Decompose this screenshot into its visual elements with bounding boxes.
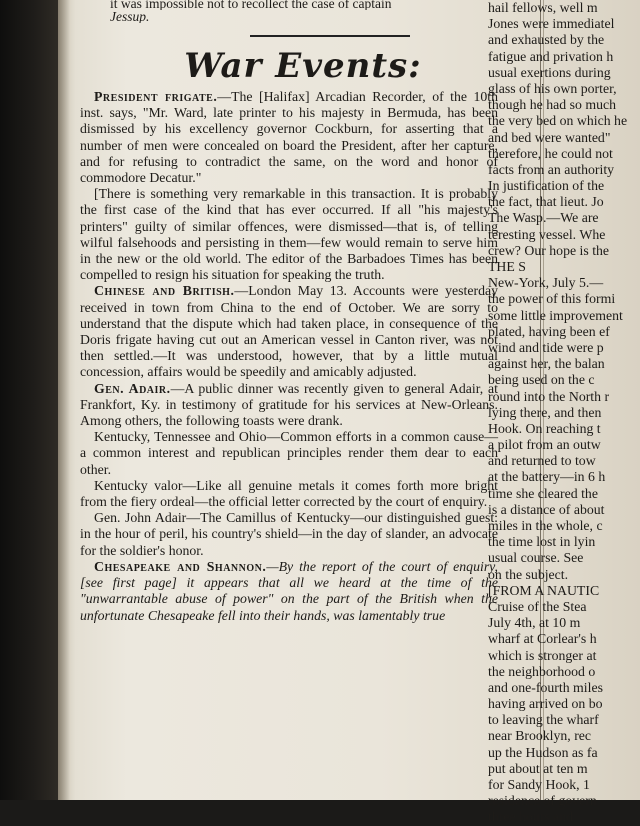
paragraph-text: —London May 13. Accounts were yesterday received in town from China to the end of October. We are sorry to understand that the dispute which had taken place, in consequence of the Doris frigate having cut out an American vessel in Canton river, was not then settled.—It was understood, however, that by a little mutual concession, affairs would be speedily and amicably adjusted. (80, 283, 498, 380)
paragraph-chesapeake-shannon (80, 559, 498, 624)
adjacent-column-line: Jones were immediatel (488, 16, 615, 32)
paragraph-lead: Gen. Adair. (94, 380, 171, 396)
adjacent-column-line: and returned to tow (488, 453, 596, 469)
adjacent-column-line: wind and tide were p (488, 339, 604, 355)
toast-kentucky-tennessee-ohio (80, 429, 498, 478)
adjacent-column-line: for Sandy Hook, 1 (488, 777, 590, 792)
adjacent-column-line: some little improvement (488, 307, 623, 323)
adjacent-column-line: and bed were wanted" (488, 129, 611, 145)
adjacent-column-line: time she cleared the (488, 485, 598, 501)
adjacent-column-line: lying there, and then (488, 404, 602, 420)
adjacent-column-line: the neighborhood o (488, 663, 596, 679)
adjacent-column-line: the time lost in lyin (488, 534, 596, 550)
adjacent-column-line: though he had so much (488, 97, 616, 113)
tail-line-2: Jessup. (110, 10, 150, 23)
paragraph-chinese-british (80, 283, 498, 380)
adjacent-column-line: fatigue and privation h (488, 48, 614, 64)
binding-shadow (0, 0, 58, 800)
adjacent-column-line: therefore, he could not (488, 145, 613, 161)
adjacent-column-line: and one-fourth miles (488, 679, 603, 695)
adjacent-column-line: up the Hudson as fa (488, 744, 598, 760)
adjacent-column-line: July 4th, at 10 m (488, 615, 581, 631)
article-body (80, 89, 498, 624)
adjacent-column-line: having arrived on bo (488, 696, 603, 712)
adjacent-column-line: THE S (488, 259, 526, 274)
paragraph-lead: President frigate. (94, 89, 218, 104)
toast-kentucky-valor (80, 478, 498, 510)
paragraph-text: Kentucky, Tennessee and Ohio—Common efforts in a common cause—a common interest and republican principles render them dear to each other. (80, 429, 498, 477)
paragraph-text: Gen. John Adair—The Camillus of Kentucky—our distinguished guest: in the hour of peril, his country's shield—in the day of slander, an advocate for the soldier's honor. (80, 510, 498, 558)
page-fold-shadow (58, 0, 70, 800)
section-heading: War Events: (184, 46, 422, 86)
newspaper-page (58, 0, 640, 825)
paragraph-president-frigate (80, 89, 498, 186)
adjacent-column-line: The Wasp.—We are (488, 210, 599, 226)
adjacent-column-line: New-York, July 5.— (488, 275, 604, 291)
adjacent-column-line: crew? Our hope is the (488, 242, 610, 258)
previous-article-tail (80, 0, 498, 21)
adjacent-column-line: plated, having been ef (488, 323, 610, 339)
adjacent-column-line: against her, the balan (488, 356, 605, 372)
adjacent-column-line: the power of this formi (488, 291, 616, 307)
main-column (80, 0, 498, 624)
adjacent-column-line: which is stronger at (488, 647, 597, 663)
paragraph-text: —The [Halifax] Arcadian Recorder, of the 10th inst. says, "Mr. Ward, late printer to his majesty in Bermuda, has been dismissed by his excellency governor Cockburn, for asserting that a number of men were concealed on board the President, after her capture, and for refusing to contradict the same, on the word and honor of commodore Decatur." (80, 89, 498, 186)
adjacent-column-line: teresting vessel. Whe (488, 226, 606, 242)
adjacent-column-line: the fact, that lieut. Jo (488, 194, 604, 210)
adjacent-column-line: is a distance of about (488, 501, 605, 517)
adjacent-column-line: [FROM A NAUTIC (488, 582, 600, 598)
adjacent-column-line: being used on the c (488, 372, 595, 388)
adjacent-column-line: the very bed on which he (488, 113, 628, 129)
adjacent-column-line: round into the North r (488, 388, 610, 404)
tail-line-1: it was impossible not to recollect the case of captain (110, 0, 392, 10)
adjacent-column-line: near Brooklyn, rec (488, 728, 592, 744)
section-rule (250, 35, 410, 37)
adjacent-column-line: usual course. See (488, 550, 584, 566)
adjacent-column-line: facts from an authority (488, 161, 615, 177)
adjacent-column-line: In justification of the (488, 178, 605, 194)
adjacent-column-line: a pilot from an outw (488, 437, 601, 453)
adjacent-column-line: Cruise of the Stea (488, 598, 587, 614)
adjacent-column-line: put about at ten m (488, 760, 588, 776)
adjacent-column-line: residence of govern (488, 793, 597, 809)
adjacent-column-line: glass of his own porter, (488, 80, 617, 96)
paragraph-gen-adair (80, 381, 498, 430)
adjacent-column-line: and exhausted by the (488, 32, 605, 48)
adjacent-column-line: hail fellows, well m (488, 0, 598, 15)
paragraph-text: Kentucky valor—Like all genuine metals it comes forth more bright from the fiery ordeal—the official letter corrected by the court of enquiry. (80, 477, 498, 510)
adjacent-column-line: miles in the whole, c (488, 518, 603, 533)
toast-gen-john-adair (80, 510, 498, 559)
paragraph-lead: Chinese and British. (94, 283, 235, 299)
paragraph-lead: Chesapeake and Shannon. (94, 558, 267, 574)
adjacent-column-line: on the subject. (488, 566, 569, 582)
adjacent-column-line: three hours and (488, 809, 574, 825)
adjacent-column-line: at the battery—in 6 h (488, 469, 606, 485)
adjacent-column (488, 0, 640, 826)
paragraph-text: [There is something very remarkable in this transaction. It is probably the first case of the kind that has ever occurred. If all "his majesty's printers" guilty of similar offences, were dismissed—that is, of telling wilful falsehoods and persisting in them—few would remain to serve him in the new or the old world. The editor of the Barbadoes Times has been compelled to resign his situation for speaking the truth. (80, 186, 498, 283)
paragraph-remark (80, 186, 498, 283)
adjacent-column-line: usual exertions during (488, 64, 611, 80)
adjacent-column-line: to leaving the wharf (488, 712, 599, 728)
paragraph-text: —By the report of the court of enquiry, [see first page] it appears that all we heard at the time of the "unwarrantable abuse of power" on the part of the British when the unfortunate Chesapeake fell into their hands, was lamentably true (80, 558, 498, 623)
adjacent-column-line: Hook. On reaching t (488, 420, 601, 436)
adjacent-column-line: wharf at Corlear's h (488, 631, 597, 647)
paragraph-text: —A public dinner was recently given to general Adair, at Frankfort, Ky. in testimony of gratitude for his services at New-Orleans. Among others, the following toasts were drank. (80, 380, 498, 429)
